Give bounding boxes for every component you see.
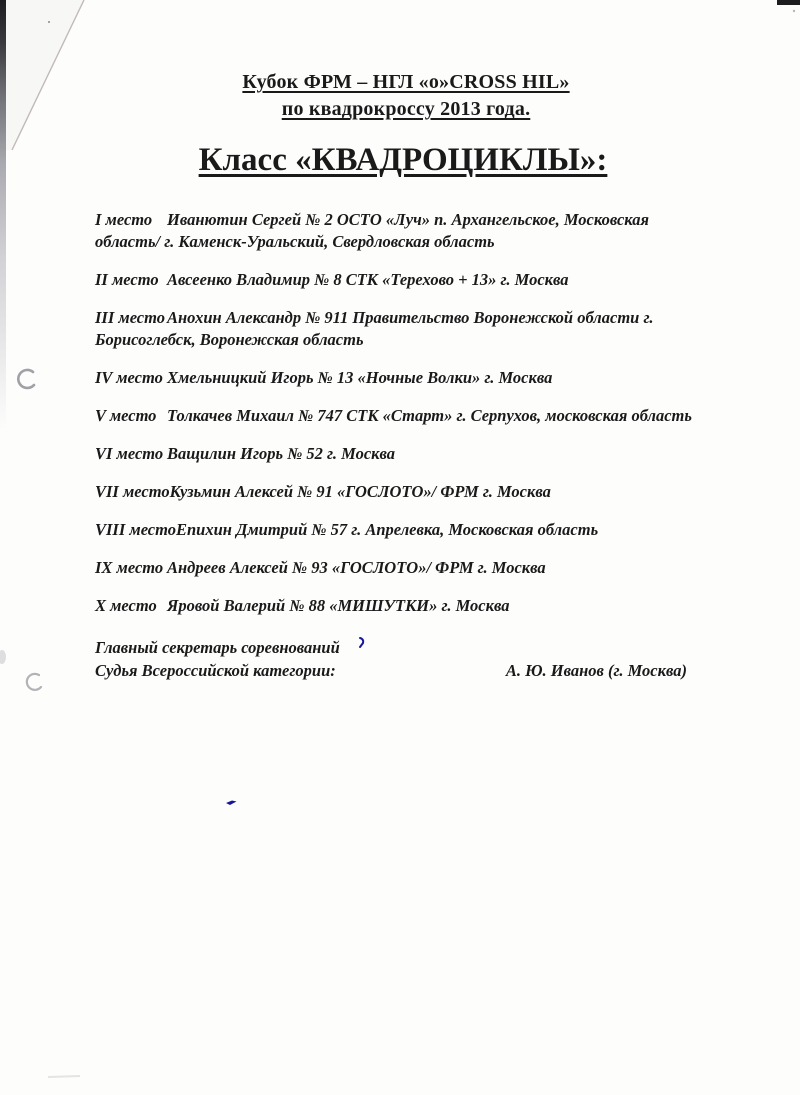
signature-block — [95, 636, 687, 682]
place-label: II место — [95, 270, 159, 289]
dust-speck — [48, 21, 50, 23]
result-row-5 — [95, 405, 755, 427]
result-entry-continuation: Борисоглебск, Воронежская область — [95, 330, 364, 349]
signature-role-line-2: Судья Всероссийской категории: — [95, 661, 336, 680]
result-row-4 — [95, 367, 755, 389]
class-heading: Класс «КВАДРОЦИКЛЫ»: — [198, 142, 608, 178]
title-line-2: по квадрокроссу 2013 года. — [281, 98, 531, 120]
document-title — [0, 69, 800, 123]
blue-ink-mark — [226, 801, 237, 806]
result-row-1 — [95, 209, 755, 253]
result-row-7 — [95, 481, 755, 503]
result-entry: Толкачев Михаил № 747 СТК «Старт» г. Серпухов, московская область — [167, 406, 692, 425]
place-label: X место — [95, 596, 157, 615]
result-row-6 — [95, 443, 755, 465]
place-label: V место — [95, 406, 157, 425]
results-list — [95, 209, 755, 633]
result-entry: Епихин Дмитрий № 57 г. Апрелевка, Московская область — [176, 520, 599, 539]
scan-edge-shadow — [0, 0, 6, 430]
result-row-3 — [95, 307, 755, 351]
result-row-8 — [95, 519, 755, 541]
result-entry: Анохин Александр № 911 Правительство Воронежской области г. — [167, 308, 654, 327]
signature-name: А. Ю. Иванов (г. Москва) — [505, 661, 687, 680]
place-label: I место — [95, 210, 153, 229]
result-entry: Яровой Валерий № 88 «МИШУТКИ» г. Москва — [167, 596, 510, 615]
result-row-10 — [95, 595, 755, 617]
result-entry: Андреев Алексей № 93 «ГОСЛОТО»/ ФРМ г. Москва — [167, 558, 546, 577]
dust-speck — [793, 10, 795, 12]
scanner-edge-mark — [777, 0, 800, 5]
result-entry: Хмельницкий Игорь № 13 «Ночные Волки» г. Москва — [167, 368, 553, 387]
title-line-1: Кубок ФРМ – НГЛ «о»CROSS HIL» — [242, 71, 570, 93]
result-entry: Кузьмин Алексей № 91 «ГОСЛОТО»/ ФРМ г. Москва — [169, 482, 551, 501]
result-entry: Иванютин Сергей № 2 ОСТО «Луч» п. Архангельское, Московская — [167, 210, 649, 229]
place-label: IX место — [95, 558, 164, 577]
place-label: VII место — [95, 482, 170, 501]
place-label: VIII место — [95, 520, 176, 539]
signature-role-line-1: Главный секретарь соревнований — [95, 638, 340, 657]
edge-smudge — [0, 650, 6, 664]
result-entry: Авсеенко Владимир № 8 СТК «Терехово + 13» г. Москва — [167, 270, 569, 289]
staple-mark-icon — [18, 370, 34, 388]
faint-scratch — [48, 1076, 80, 1077]
result-row-2 — [95, 269, 755, 291]
result-row-9 — [95, 557, 755, 579]
staple-mark-icon — [27, 674, 41, 690]
place-label: VI место — [95, 444, 164, 463]
result-entry-continuation: область/ г. Каменск-Уральский, Свердловская область — [95, 232, 495, 251]
place-label: IV место — [95, 368, 163, 387]
place-label: III место — [95, 308, 165, 327]
result-entry: Ващилин Игорь № 52 г. Москва — [167, 444, 396, 463]
